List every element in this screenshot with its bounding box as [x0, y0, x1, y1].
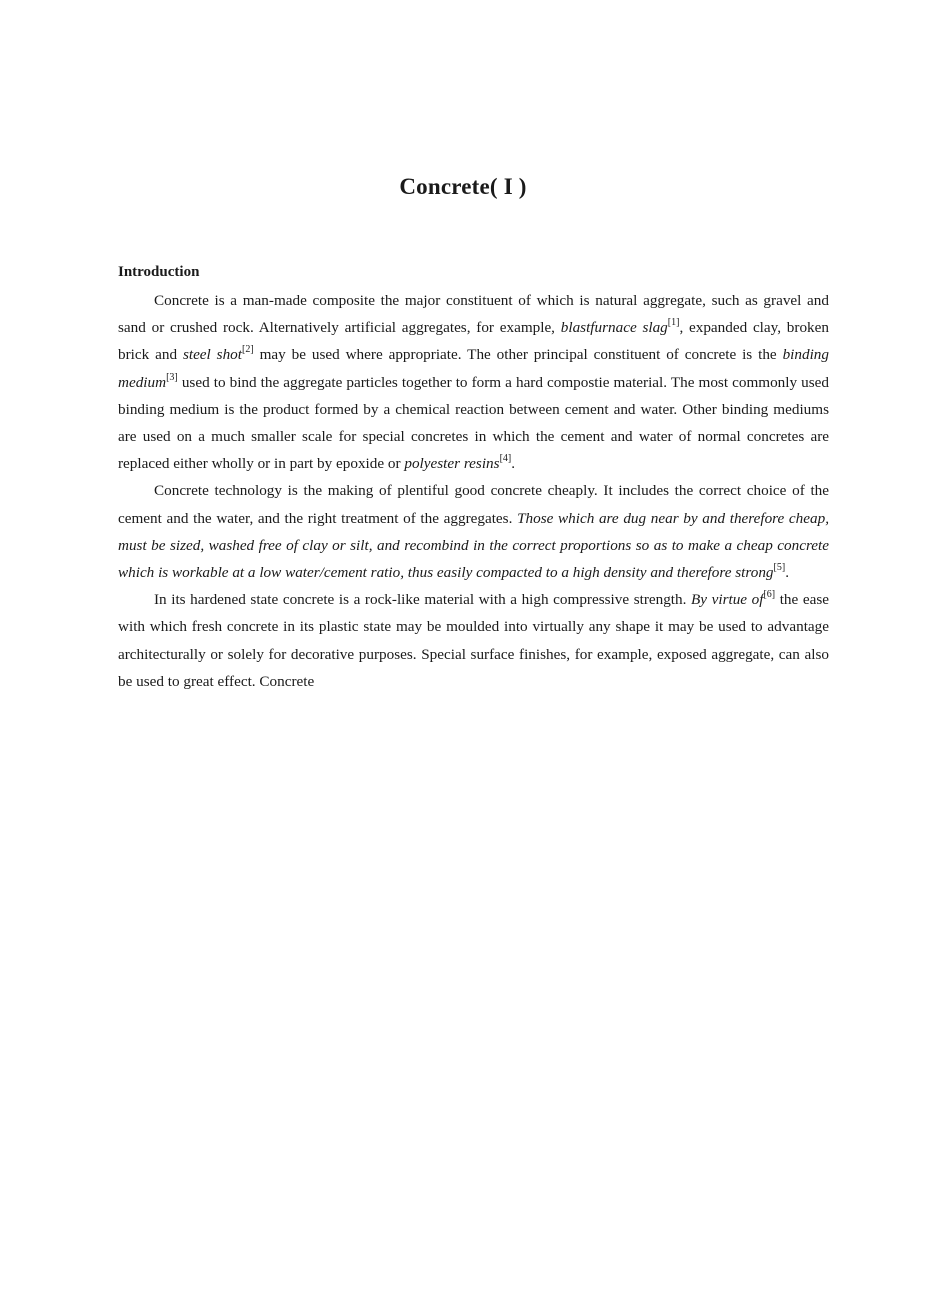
footnote-marker: [3]	[166, 371, 178, 383]
text-run: .	[785, 564, 789, 582]
paragraph	[118, 586, 829, 695]
italic-term: polyester resins	[404, 455, 500, 473]
text-run: Concrete technology is the making of plentiful good concrete cheaply. It includes the correct choice of the cement and the water, and the right treatment of the aggregates.	[118, 482, 829, 527]
page-title: Concrete( I )	[399, 174, 527, 199]
paragraph	[118, 477, 829, 586]
footnote-marker: [2]	[242, 344, 254, 356]
italic-term: binding medium	[118, 346, 829, 391]
paragraph	[118, 287, 829, 477]
document-body	[118, 261, 829, 695]
text-run: .	[511, 455, 516, 473]
text-run: used to bind the aggregate particles together to form a hard compostie material. The most commonly used binding medium is the product formed by a chemical reaction between cement and water. Other binding mediums are used on a much smaller scale for special concretes in which the cement and water of normal concretes are replaced either wholly or in part by epoxide or	[118, 373, 829, 473]
italic-term: Those which are dug near by and therefore cheap, must be sized, washed free of clay or silt, and recombind in the correct proportions so as to make a cheap concrete which is workable at a low water/cement ratio, thus easily compacted to a high density and therefore strong	[118, 509, 829, 582]
footnote-marker: [6]	[763, 589, 776, 601]
text-run: , expanded clay, broken brick and	[118, 319, 829, 364]
footnote-marker: [5]	[773, 561, 786, 573]
italic-term: steel shot	[182, 346, 242, 364]
text-run: Concrete is a man-made composite the major constituent of which is natural aggregate, such as gravel and sand or crushed rock. Alternatively artificial aggregates, for example,	[118, 292, 829, 337]
footnote-marker: [4]	[499, 453, 512, 465]
italic-term: blastfurnace slag	[560, 319, 668, 337]
text-run: In its hardened state concrete is a rock-like material with a high compressive strength.	[154, 591, 692, 609]
footnote-marker: [1]	[667, 317, 680, 329]
text-run: may be used where appropriate. The other principal constituent of concrete is the	[253, 346, 783, 364]
italic-term: By virtue of	[691, 591, 764, 609]
section-heading: Introduction	[118, 264, 200, 280]
text-run: the ease with which fresh concrete in its plastic state may be moulded into virtually any shape it may be used to advantage architecturally or solely for decorative purposes. Special surface finishes, for example, exposed aggregate, can also be used to great effect. Concrete	[118, 591, 829, 690]
